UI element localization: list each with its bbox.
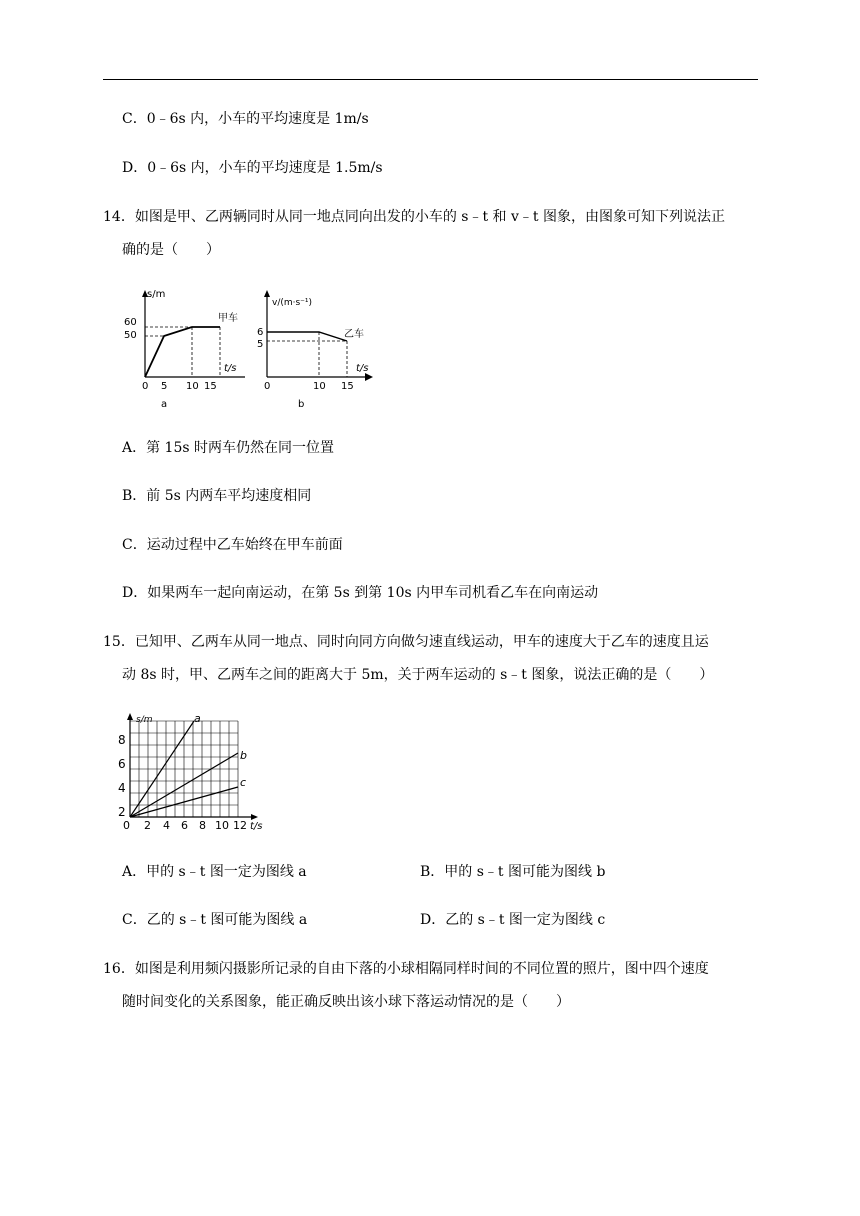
q15-option-d[interactable]: D．乙的 s﹣t 图一定为图线 c <box>420 912 606 928</box>
graph-xtick-12: 12 <box>233 819 247 832</box>
graph-ytick-2: 2 <box>118 805 126 819</box>
q14-option-a[interactable]: A．第 15s 时两车仍然在同一位置 <box>122 440 335 456</box>
graph-xtick-8: 8 <box>199 819 206 832</box>
graph-xtick-0: 0 <box>123 819 130 832</box>
fig-a-xtick-15: 15 <box>204 381 217 392</box>
fig-b-ytick-5: 5 <box>257 339 264 350</box>
graph-line-c-label: c <box>240 776 247 789</box>
fig-b-ytick-6: 6 <box>257 327 264 338</box>
fig-a-ytick-60: 60 <box>124 317 137 328</box>
fig-a-xtick-5: 5 <box>161 381 168 392</box>
fig-b-xtick-10: 10 <box>313 381 326 392</box>
fig-a-series-label: 甲车 <box>218 313 238 324</box>
q14-figure-a <box>110 285 260 414</box>
q16-stem-line2: 随时间变化的关系图象，能正确反映出该小球下落运动情况的是（ ） <box>122 994 570 1010</box>
graph-ytick-8: 8 <box>118 733 126 747</box>
graph-xtick-2: 2 <box>144 819 151 832</box>
q16-stem-line1: 16．如图是利用频闪摄影所记录的自由下落的小球相隔同样时间的不同位置的照片，图中四个速度 <box>103 961 709 977</box>
graph-line-b-label: b <box>240 749 247 762</box>
q15-stem-line2: 动 8s 时，甲、乙两车之间的距离大于 5m，关于两车运动的 s﹣t 图象，说法正确的是（ ） <box>122 667 714 683</box>
fig-a-x-label: t/s <box>224 363 237 374</box>
q15-st-graph <box>112 712 267 838</box>
q15-stem-line1: 15．已知甲、乙两车从同一地点、同时向同方向做匀速直线运动，甲车的速度大于乙车的速度且运 <box>103 634 709 650</box>
fig-b-xtick-0: 0 <box>264 381 271 392</box>
q14-stem-line1: 14．如图是甲、乙两辆同时从同一地点同向出发的小车的 s﹣t 和 v﹣t 图象，由图象可知下列说法正 <box>103 209 725 225</box>
graph-x-label: t/s <box>250 821 263 832</box>
fig-a-ytick-50: 50 <box>124 330 137 341</box>
fig-a-caption: a <box>161 399 168 410</box>
fig-b-x-label: t/s <box>356 363 369 374</box>
fig-b-y-label: v/(m·s⁻¹) <box>272 298 313 308</box>
q14-option-c[interactable]: C．运动过程中乙车始终在甲车前面 <box>122 537 343 553</box>
q13-option-d[interactable]: D．0﹣6s 内，小车的平均速度是 1.5m/s <box>122 160 383 176</box>
q15-option-b[interactable]: B．甲的 s﹣t 图可能为图线 b <box>420 864 606 880</box>
q14-option-d[interactable]: D．如果两车一起向南运动，在第 5s 到第 10s 内甲车司机看乙车在向南运动 <box>122 585 599 601</box>
fig-b-caption: b <box>298 399 305 410</box>
graph-y-label: s/m <box>136 715 153 725</box>
graph-xtick-10: 10 <box>215 819 229 832</box>
q14-option-b[interactable]: B．前 5s 内两车平均速度相同 <box>122 488 312 504</box>
fig-a-xtick-0: 0 <box>142 381 149 392</box>
graph-line-a-label: a <box>194 712 201 725</box>
fig-b-xtick-15: 15 <box>341 381 354 392</box>
graph-xtick-4: 4 <box>163 819 170 832</box>
q14-stem-line2: 确的是（ ） <box>122 242 220 258</box>
q14-figure-b <box>252 285 382 414</box>
q15-option-a[interactable]: A．甲的 s﹣t 图一定为图线 a <box>122 864 307 880</box>
q15-option-c[interactable]: C．乙的 s﹣t 图可能为图线 a <box>122 912 308 928</box>
graph-ytick-4: 4 <box>118 781 126 795</box>
fig-a-xtick-10: 10 <box>186 381 199 392</box>
graph-xtick-6: 6 <box>181 819 188 832</box>
fig-b-series-label: 乙车 <box>344 329 364 340</box>
q13-option-c[interactable]: C．0﹣6s 内，小车的平均速度是 1m/s <box>122 111 369 127</box>
header-rule <box>103 79 758 80</box>
fig-a-y-label: s/m <box>147 289 166 300</box>
graph-ytick-6: 6 <box>118 757 126 771</box>
